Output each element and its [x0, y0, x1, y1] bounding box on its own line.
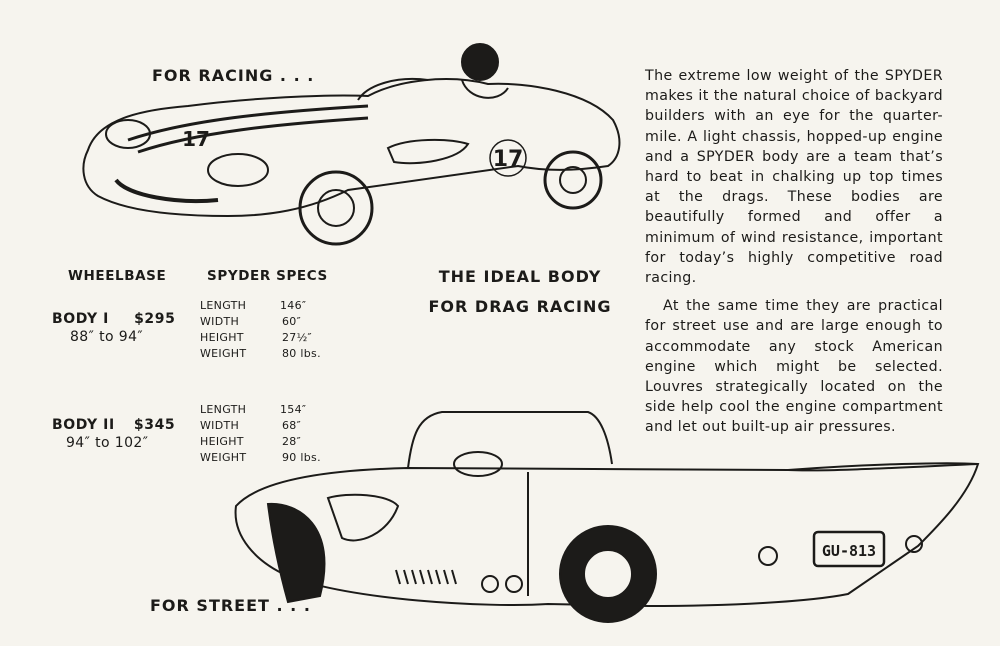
ideal-body-heading — [400, 262, 640, 322]
racing-heading: FOR RACING . . . — [152, 66, 315, 85]
body-i-spec-values — [280, 298, 321, 362]
spec-value: 27½″ — [282, 331, 312, 344]
body-ii-wheelbase — [52, 414, 182, 451]
race-number: 17 — [492, 147, 524, 172]
spec-value: 154″ — [280, 403, 307, 416]
description-text — [645, 66, 943, 438]
body-name: BODY I — [52, 311, 109, 327]
body-i-specs — [200, 298, 246, 362]
spec-value: 60″ — [282, 315, 302, 328]
street-heading: FOR STREET . . . — [150, 596, 311, 615]
body-ii-specs — [200, 402, 246, 466]
spec-label: LENGTH — [200, 403, 247, 416]
spec-value: 90 lbs. — [282, 451, 321, 464]
spec-value: 146″ — [280, 299, 307, 312]
street-car-illustration — [228, 406, 988, 646]
spec-label: WIDTH — [200, 419, 240, 432]
wheelbase-range: 88″ to 94″ — [70, 329, 144, 345]
ideal-heading-line2: FOR DRAG RACING — [428, 297, 612, 316]
paragraph: At the same time they are practical for street use and are large enough to accommodate any stock American engine which might be selected. Louvres strategically located on the side help cool the engine compartment and let out built-up air pressures. — [645, 298, 943, 436]
spec-value: 68″ — [282, 419, 302, 432]
spec-label: WEIGHT — [200, 451, 247, 464]
body-price: $295 — [134, 311, 176, 327]
body-i-wheelbase — [52, 308, 182, 345]
ideal-heading-line1: THE IDEAL BODY — [438, 267, 602, 286]
body-ii-spec-values — [280, 402, 321, 466]
specs-column-header: SPYDER SPECS — [207, 268, 328, 284]
wheelbase-range: 94″ to 102″ — [66, 435, 149, 451]
spec-label: HEIGHT — [200, 435, 244, 448]
spec-label: HEIGHT — [200, 331, 244, 344]
wheelbase-column-header: WHEELBASE — [68, 268, 167, 284]
license-plate-text: GU-813 — [821, 542, 877, 560]
body-price: $345 — [133, 417, 176, 433]
spec-value: 80 lbs. — [282, 347, 321, 360]
hood-number: 17 — [182, 127, 210, 151]
body-name: BODY II — [52, 417, 115, 433]
spec-label: WEIGHT — [200, 347, 247, 360]
spec-label: WIDTH — [200, 315, 240, 328]
paragraph: The extreme low weight of the SPYDER makes it the natural choice of backyard builders with an eye for the quarter-mile. A light chassis, hopped-up engine and a SPYDER body are a team that’s hard to beat in chalking up top times at the drags. These bodies are beautifully formed and offer a minimum of wind resistance, important for today’s highly competitive road racing. — [645, 68, 943, 287]
spec-value: 28″ — [282, 435, 302, 448]
spec-label: LENGTH — [200, 299, 247, 312]
